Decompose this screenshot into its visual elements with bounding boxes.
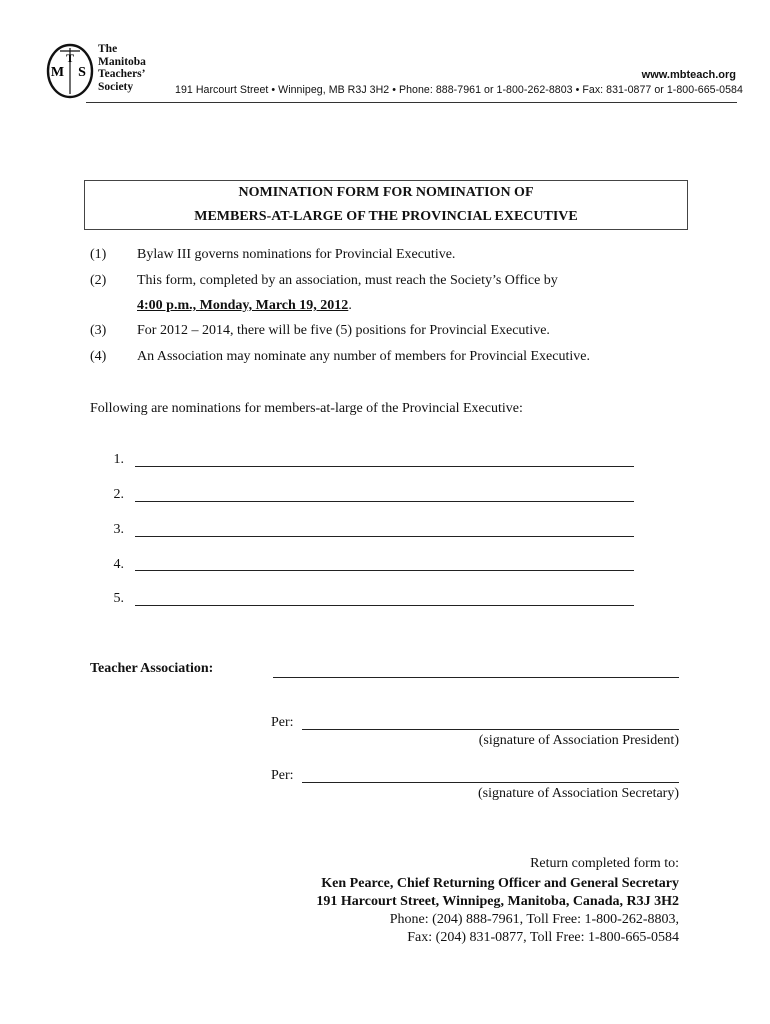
- form-title-line-1: NOMINATION FORM FOR NOMINATION OF: [238, 185, 534, 200]
- org-name: [98, 43, 146, 93]
- rule-number: (2): [90, 273, 107, 288]
- return-address: 191 Harcourt Street, Winnipeg, Manitoba, Canada, R3J 3H2: [316, 894, 679, 909]
- return-fax: Fax: (204) 831-0877, Toll Free: 1-800-665-0584: [407, 930, 679, 945]
- return-recipient: Ken Pearce, Chief Returning Officer and General Secretary: [321, 876, 679, 891]
- nomination-field-3[interactable]: [135, 536, 634, 537]
- rule-text: Bylaw III governs nominations for Provincial Executive.: [137, 247, 456, 262]
- teacher-association-label: Teacher Association:: [90, 661, 214, 676]
- org-name-line: Teachers’: [98, 68, 146, 80]
- secretary-signature-field[interactable]: [302, 782, 679, 783]
- nomination-number: 5.: [113, 591, 124, 606]
- nomination-number: 3.: [113, 522, 124, 537]
- org-name-line: Manitoba: [98, 55, 146, 68]
- president-signature-caption: (signature of Association President): [478, 733, 679, 748]
- nomination-field-5[interactable]: [135, 605, 634, 606]
- return-phone: Phone: (204) 888-7961, Toll Free: 1-800-262-8803,: [389, 912, 679, 927]
- form-title-box: [84, 180, 688, 230]
- per-label: Per:: [271, 768, 294, 783]
- rule-text: For 2012 – 2014, there will be five (5) positions for Provincial Executive.: [137, 323, 550, 338]
- teacher-association-field[interactable]: [273, 677, 679, 678]
- nomination-number: 2.: [113, 487, 124, 502]
- mts-logo: [46, 42, 94, 100]
- org-name-line: The: [98, 43, 118, 55]
- nomination-number: 4.: [113, 557, 124, 572]
- nomination-number: 1.: [113, 452, 124, 467]
- logo-letter-t: T: [65, 51, 75, 65]
- header-divider: [86, 102, 737, 103]
- website-link[interactable]: www.mbteach.org: [641, 69, 736, 81]
- nomination-field-4[interactable]: [135, 570, 634, 571]
- per-label: Per:: [271, 715, 294, 730]
- nomination-field-1[interactable]: [135, 466, 634, 467]
- org-name-line: Society: [98, 80, 134, 93]
- form-title-line-2: MEMBERS-AT-LARGE OF THE PROVINCIAL EXECUTIVE: [194, 209, 578, 224]
- nominations-intro: Following are nominations for members-at-large of the Provincial Executive:: [90, 401, 523, 416]
- return-instruction: Return completed form to:: [530, 856, 679, 871]
- rule-text: An Association may nominate any number of members for Provincial Executive.: [137, 349, 590, 364]
- contact-line: 191 Harcourt Street • Winnipeg, MB R3J 3H2 • Phone: 888-7961 or 1-800-262-8803 • Fax: 831-0877 or 1-800-665-0584: [175, 84, 743, 96]
- rule-number: (4): [90, 349, 107, 364]
- rule-number: (1): [90, 247, 107, 262]
- deadline-date: 4:00 p.m., Monday, March 19, 2012: [137, 298, 349, 313]
- deadline-suffix: .: [348, 298, 352, 313]
- logo-letter-m: M: [50, 65, 65, 80]
- secretary-signature-caption: (signature of Association Secretary): [478, 786, 679, 801]
- deadline-line: [137, 298, 352, 314]
- rule-number: (3): [90, 323, 107, 338]
- rule-text: This form, completed by an association, must reach the Society’s Office by: [137, 273, 558, 288]
- logo-letter-s: S: [78, 65, 86, 80]
- president-signature-field[interactable]: [302, 729, 679, 730]
- nomination-field-2[interactable]: [135, 501, 634, 502]
